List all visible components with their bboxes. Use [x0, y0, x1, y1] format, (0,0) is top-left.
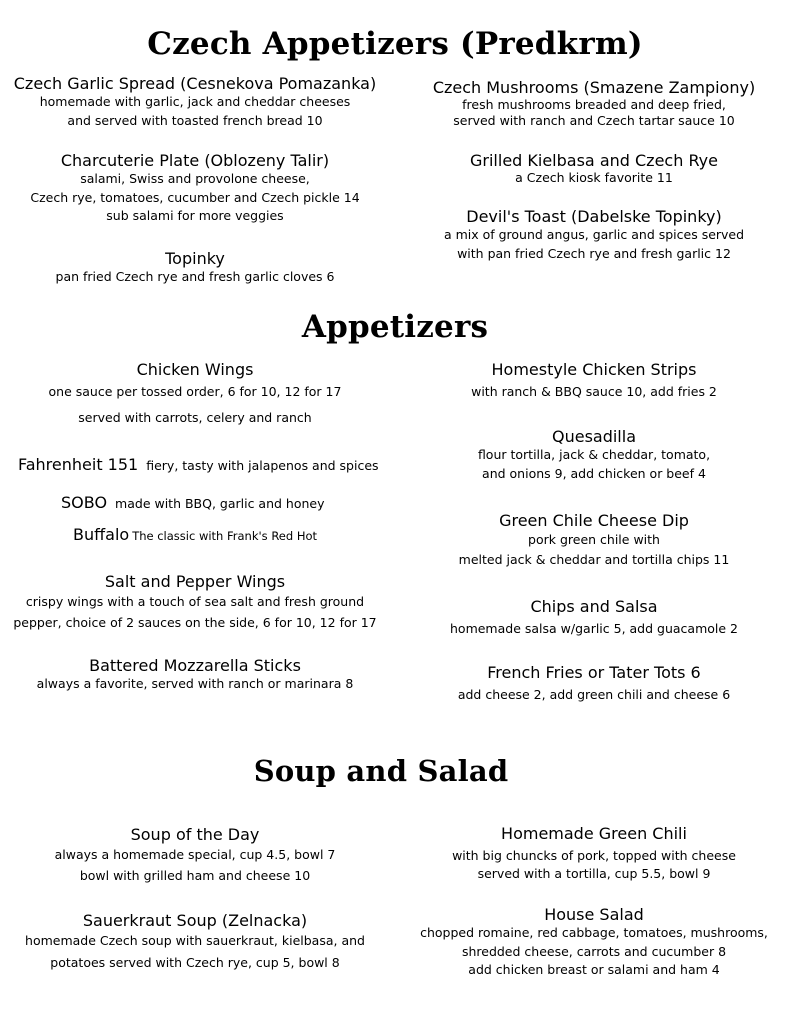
menu-item-czech-garlic-spread	[0, 74, 390, 130]
menu-item-homemade-green-chili	[398, 824, 790, 883]
item-name: Battered Mozzarella Sticks	[89, 656, 301, 675]
item-description: fresh mushrooms breaded and deep fried, served with ranch and Czech tartar sauce 10	[453, 97, 735, 128]
menu-item-house-salad	[398, 905, 790, 980]
item-name: Homemade Green Chili	[501, 824, 687, 843]
appetizers-heading: Appetizers	[301, 309, 489, 345]
item-description: pork green chile with melted jack & cheddar and tortilla chips 11	[458, 532, 730, 567]
item-description: flour tortilla, jack & cheddar, tomato, and onions 9, add chicken or beef 4	[477, 447, 711, 481]
item-description: with ranch & BBQ sauce 10, add fries 2	[471, 384, 717, 399]
menu-item-chicken-wings	[0, 360, 390, 431]
menu-item-czech-mushrooms	[398, 78, 790, 129]
menu-item-topinky	[0, 249, 390, 287]
sauce-description: made with BBQ, garlic and honey	[115, 496, 325, 511]
menu-item-soup-of-the-day	[0, 825, 390, 886]
item-name: Grilled Kielbasa and Czech Rye	[470, 151, 718, 170]
item-name: Sauerkraut Soup (Zelnacka)	[82, 911, 308, 930]
item-description: homemade with garlic, jack and cheddar cheeses and served with toasted french bread 10	[39, 94, 351, 128]
menu-item-green-chile-cheese-dip	[398, 511, 790, 570]
menu-item-mozzarella-sticks	[0, 656, 390, 694]
menu-item-french-fries-tater-tots	[398, 663, 790, 705]
item-name: Chips and Salsa	[530, 597, 658, 616]
item-description: crispy wings with a touch of sea salt and fresh ground pepper, choice of 2 sauces on the side, 6 for 10, 12 for 17	[13, 594, 377, 630]
item-description: a mix of ground angus, garlic and spices served with pan fried Czech rye and fresh garlic 12	[443, 227, 745, 261]
item-name: Homestyle Chicken Strips	[491, 360, 697, 379]
czech-appetizers-heading: Czech Appetizers (Predkrm)	[147, 26, 643, 62]
item-name: Charcuterie Plate (Oblozeny Talir)	[60, 151, 330, 170]
item-description: homemade salsa w/garlic 5, add guacamole 2	[450, 621, 738, 636]
item-name: Chicken Wings	[136, 360, 254, 379]
menu-item-grilled-kielbasa	[398, 151, 790, 186]
item-description: homemade Czech soup with sauerkraut, kielbasa, and potatoes served with Czech rye, cup 5, bowl 8	[25, 933, 365, 970]
item-description: salami, Swiss and provolone cheese, Czech rye, tomatoes, cucumber and Czech pickle 14 sub salami for more veggies	[30, 171, 360, 223]
menu-item-devils-toast	[398, 207, 790, 263]
item-name: Czech Garlic Spread (Cesnekova Pomazanka)	[13, 74, 377, 93]
item-name: Topinky	[165, 249, 225, 268]
item-name: French Fries or Tater Tots 6	[487, 663, 701, 682]
menu-item-chips-and-salsa	[398, 597, 790, 639]
item-name: House Salad	[544, 905, 644, 924]
item-name: Salt and Pepper Wings	[104, 572, 286, 591]
item-name: Green Chile Cheese Dip	[499, 511, 689, 530]
sauce-name: SOBO	[61, 493, 108, 512]
menu-item-salt-pepper-wings	[0, 572, 390, 633]
item-description: a Czech kiosk favorite 11	[515, 170, 673, 185]
item-description: pan fried Czech rye and fresh garlic cloves 6	[55, 269, 335, 284]
sauce-name: Buffalo	[73, 525, 130, 544]
sauce-description: The classic with Frank's Red Hot	[132, 529, 318, 543]
sauce-name: Fahrenheit 151	[18, 455, 139, 474]
item-name: Quesadilla	[551, 427, 636, 446]
menu-item-chicken-strips	[398, 360, 790, 402]
item-name: Devil's Toast (Dabelske Topinky)	[466, 207, 722, 226]
item-description: one sauce per tossed order, 6 for 10, 12 for 17 served with carrots, celery and ranch	[48, 384, 342, 425]
item-description: chopped romaine, red cabbage, tomatoes, mushrooms, shredded cheese, carrots and cucumber 8 add chicken breast or salami and ham 4	[420, 925, 768, 977]
menu-item-sauerkraut-soup	[0, 911, 390, 974]
item-description: always a favorite, served with ranch or marinara 8	[36, 676, 354, 691]
soup-and-salad-heading: Soup and Salad	[253, 754, 509, 788]
item-description: with big chuncks of pork, topped with cheese served with a tortilla, cup 5.5, bowl 9	[452, 848, 736, 881]
item-description: add cheese 2, add green chili and cheese 6	[457, 687, 731, 702]
wing-sauce-fahrenheit-151	[18, 455, 379, 474]
item-description: always a homemade special, cup 4.5, bowl 7 bowl with grilled ham and cheese 10	[54, 847, 336, 883]
wing-sauce-sobo	[61, 493, 325, 512]
item-name: Czech Mushrooms (Smazene Zampiony)	[432, 78, 756, 97]
sauce-description: fiery, tasty with jalapenos and spices	[146, 458, 379, 473]
item-name: Soup of the Day	[130, 825, 260, 844]
menu-item-charcuterie-plate	[0, 151, 390, 226]
menu-item-quesadilla	[398, 427, 790, 483]
wing-sauce-buffalo	[73, 525, 317, 544]
